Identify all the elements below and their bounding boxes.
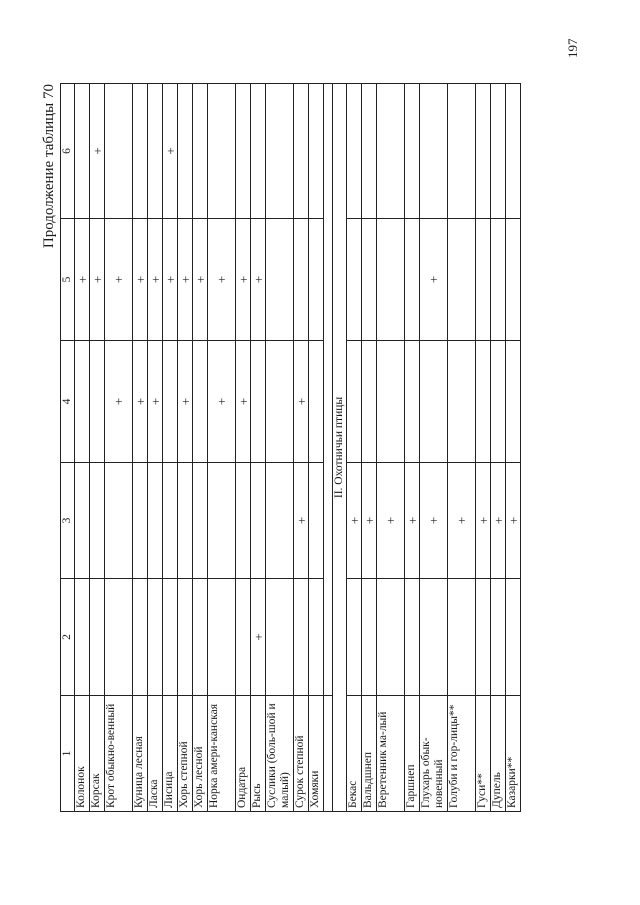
table-row	[236, 84, 251, 812]
table-cell: +	[133, 219, 148, 341]
table-cell: +	[476, 463, 491, 579]
table-cell	[148, 84, 163, 219]
birds-section	[347, 84, 521, 812]
table-row	[208, 84, 236, 812]
section-title: II. Охотничьи птицы	[333, 84, 347, 812]
table-row	[506, 84, 521, 812]
header-cell: 3	[61, 463, 75, 579]
table-cell	[491, 219, 506, 341]
table-cell: +	[148, 341, 163, 463]
table-cell	[506, 84, 521, 219]
table-cell	[377, 84, 405, 219]
row-name: Лисица	[163, 696, 178, 812]
table-cell	[420, 84, 448, 219]
table-cell	[405, 579, 420, 696]
mammals-section	[75, 84, 324, 812]
row-name: Ласка	[148, 696, 163, 812]
table-row	[420, 84, 448, 812]
row-name: Куница лесная	[133, 696, 148, 812]
table-caption: Продолжение таблицы 70	[41, 84, 57, 249]
table-row	[347, 84, 362, 812]
table-cell	[266, 219, 294, 341]
table-cell	[193, 463, 208, 579]
table-cell	[251, 463, 266, 579]
table-cell: +	[420, 463, 448, 579]
rotated-page-content	[40, 82, 560, 812]
table-cell	[133, 463, 148, 579]
table-cell	[90, 341, 105, 463]
row-name: Хомяки	[309, 696, 324, 812]
table-cell	[178, 579, 193, 696]
table-row	[148, 84, 163, 812]
table-cell	[75, 579, 90, 696]
table-row	[105, 84, 133, 812]
header-cell: 6	[61, 84, 75, 219]
table-cell	[420, 341, 448, 463]
table-cell	[362, 219, 377, 341]
header-cell: 4	[61, 341, 75, 463]
table-cell	[90, 463, 105, 579]
table-cell	[309, 579, 324, 696]
table-cell	[163, 579, 178, 696]
row-name: Казарки**	[506, 696, 521, 812]
table-cell: +	[491, 463, 506, 579]
row-name: Дупель	[491, 696, 506, 812]
table-cell	[491, 84, 506, 219]
table-cell	[193, 341, 208, 463]
table-cell	[309, 463, 324, 579]
table-cell: +	[294, 463, 309, 579]
table-cell	[266, 84, 294, 219]
table-row	[133, 84, 148, 812]
table-cell	[347, 219, 362, 341]
table-cell: +	[148, 219, 163, 341]
table-cell	[75, 84, 90, 219]
table-cell	[362, 84, 377, 219]
table-cell: +	[133, 341, 148, 463]
table-cell: +	[163, 84, 178, 219]
table-cell	[476, 219, 491, 341]
table-cell: +	[193, 219, 208, 341]
row-name: Корсак	[90, 696, 105, 812]
table-cell	[178, 84, 193, 219]
table-cell	[266, 579, 294, 696]
table-cell	[405, 341, 420, 463]
table-cell: +	[251, 219, 266, 341]
table-cell: +	[236, 219, 251, 341]
table-cell: +	[163, 219, 178, 341]
table-cell: +	[105, 219, 133, 341]
section-divider	[324, 84, 347, 812]
table-row	[294, 84, 309, 812]
table-cell	[294, 579, 309, 696]
table-cell	[236, 84, 251, 219]
table-cell: +	[448, 463, 476, 579]
table-row	[448, 84, 476, 812]
header-cell: 1	[61, 696, 75, 812]
table-cell	[236, 463, 251, 579]
table-cell	[266, 463, 294, 579]
row-name: Веретенник ма-лый	[377, 696, 405, 812]
table-cell	[491, 341, 506, 463]
table-cell: +	[75, 219, 90, 341]
section-row	[333, 84, 347, 812]
table-cell	[506, 219, 521, 341]
table-cell: +	[208, 341, 236, 463]
table-cell: +	[90, 84, 105, 219]
table-row	[377, 84, 405, 812]
data-table	[60, 83, 521, 812]
table-cell	[236, 579, 251, 696]
table-cell	[405, 84, 420, 219]
table-row	[491, 84, 506, 812]
row-name: Гаршнеп	[405, 696, 420, 812]
table-row	[362, 84, 377, 812]
table-cell	[105, 84, 133, 219]
row-name: Глухарь обык-новенный	[420, 696, 448, 812]
table-cell	[178, 463, 193, 579]
row-name: Голуби и гор-лицы**	[448, 696, 476, 812]
table-cell	[347, 341, 362, 463]
table-cell	[294, 219, 309, 341]
table-cell	[309, 219, 324, 341]
table-cell: +	[178, 341, 193, 463]
table-cell	[251, 341, 266, 463]
table-row	[476, 84, 491, 812]
table-cell	[294, 84, 309, 219]
table-cell	[163, 341, 178, 463]
table-cell	[105, 463, 133, 579]
table-cell: +	[405, 463, 420, 579]
table-cell	[75, 463, 90, 579]
table-cell: +	[208, 219, 236, 341]
table-cell	[148, 579, 163, 696]
table-cell	[405, 219, 420, 341]
table-row	[178, 84, 193, 812]
table-cell	[362, 579, 377, 696]
table-cell	[75, 341, 90, 463]
table-cell	[133, 84, 148, 219]
table-row	[163, 84, 178, 812]
row-name: Хорь степной	[178, 696, 193, 812]
row-name: Вальдшнеп	[362, 696, 377, 812]
table-row	[405, 84, 420, 812]
table-cell: +	[251, 579, 266, 696]
table-cell: +	[90, 219, 105, 341]
table-cell	[251, 84, 266, 219]
table-cell	[163, 463, 178, 579]
row-name: Сурок степной	[294, 696, 309, 812]
table-cell: +	[420, 219, 448, 341]
table-row	[90, 84, 105, 812]
table-cell	[133, 579, 148, 696]
table-cell	[506, 341, 521, 463]
header-cell: 5	[61, 219, 75, 341]
table-cell	[309, 341, 324, 463]
table-cell	[90, 579, 105, 696]
table-cell	[309, 84, 324, 219]
page-number: 197	[565, 38, 580, 58]
table-row	[75, 84, 90, 812]
table-cell: +	[362, 463, 377, 579]
table-cell: +	[294, 341, 309, 463]
row-name: Бекас	[347, 696, 362, 812]
table-cell	[208, 463, 236, 579]
table-cell	[347, 579, 362, 696]
row-name: Гуси**	[476, 696, 491, 812]
table-cell: +	[236, 341, 251, 463]
table-cell	[448, 84, 476, 219]
table-cell	[105, 579, 133, 696]
table-cell	[476, 84, 491, 219]
table-row	[193, 84, 208, 812]
table-cell	[362, 341, 377, 463]
table-cell	[193, 579, 208, 696]
table-cell	[377, 219, 405, 341]
table-cell: +	[506, 463, 521, 579]
row-name: Норка амери-канская	[208, 696, 236, 812]
table-cell	[448, 579, 476, 696]
table-row	[266, 84, 294, 812]
table-cell	[491, 579, 506, 696]
table-cell	[148, 463, 163, 579]
table-cell	[476, 341, 491, 463]
table-cell	[448, 341, 476, 463]
table-cell: +	[347, 463, 362, 579]
table-row	[309, 84, 324, 812]
table-cell	[193, 84, 208, 219]
table-cell	[266, 341, 294, 463]
table-cell: +	[377, 463, 405, 579]
table-cell	[420, 579, 448, 696]
row-name: Крот обыкно-венный	[105, 696, 133, 812]
row-name: Ондатра	[236, 696, 251, 812]
header-row	[61, 84, 75, 812]
table-cell: +	[105, 341, 133, 463]
table-cell	[448, 219, 476, 341]
row-name: Колонок	[75, 696, 90, 812]
table-cell	[506, 579, 521, 696]
table-cell	[208, 579, 236, 696]
table-cell	[208, 84, 236, 219]
table-cell: +	[178, 219, 193, 341]
row-name: Хорь лесной	[193, 696, 208, 812]
row-name: Суслики (боль-шой и малый)	[266, 696, 294, 812]
table-cell	[476, 579, 491, 696]
row-name: Рысь	[251, 696, 266, 812]
table-cell	[377, 341, 405, 463]
table-row	[251, 84, 266, 812]
table-cell	[347, 84, 362, 219]
table-cell	[377, 579, 405, 696]
header-cell: 2	[61, 579, 75, 696]
